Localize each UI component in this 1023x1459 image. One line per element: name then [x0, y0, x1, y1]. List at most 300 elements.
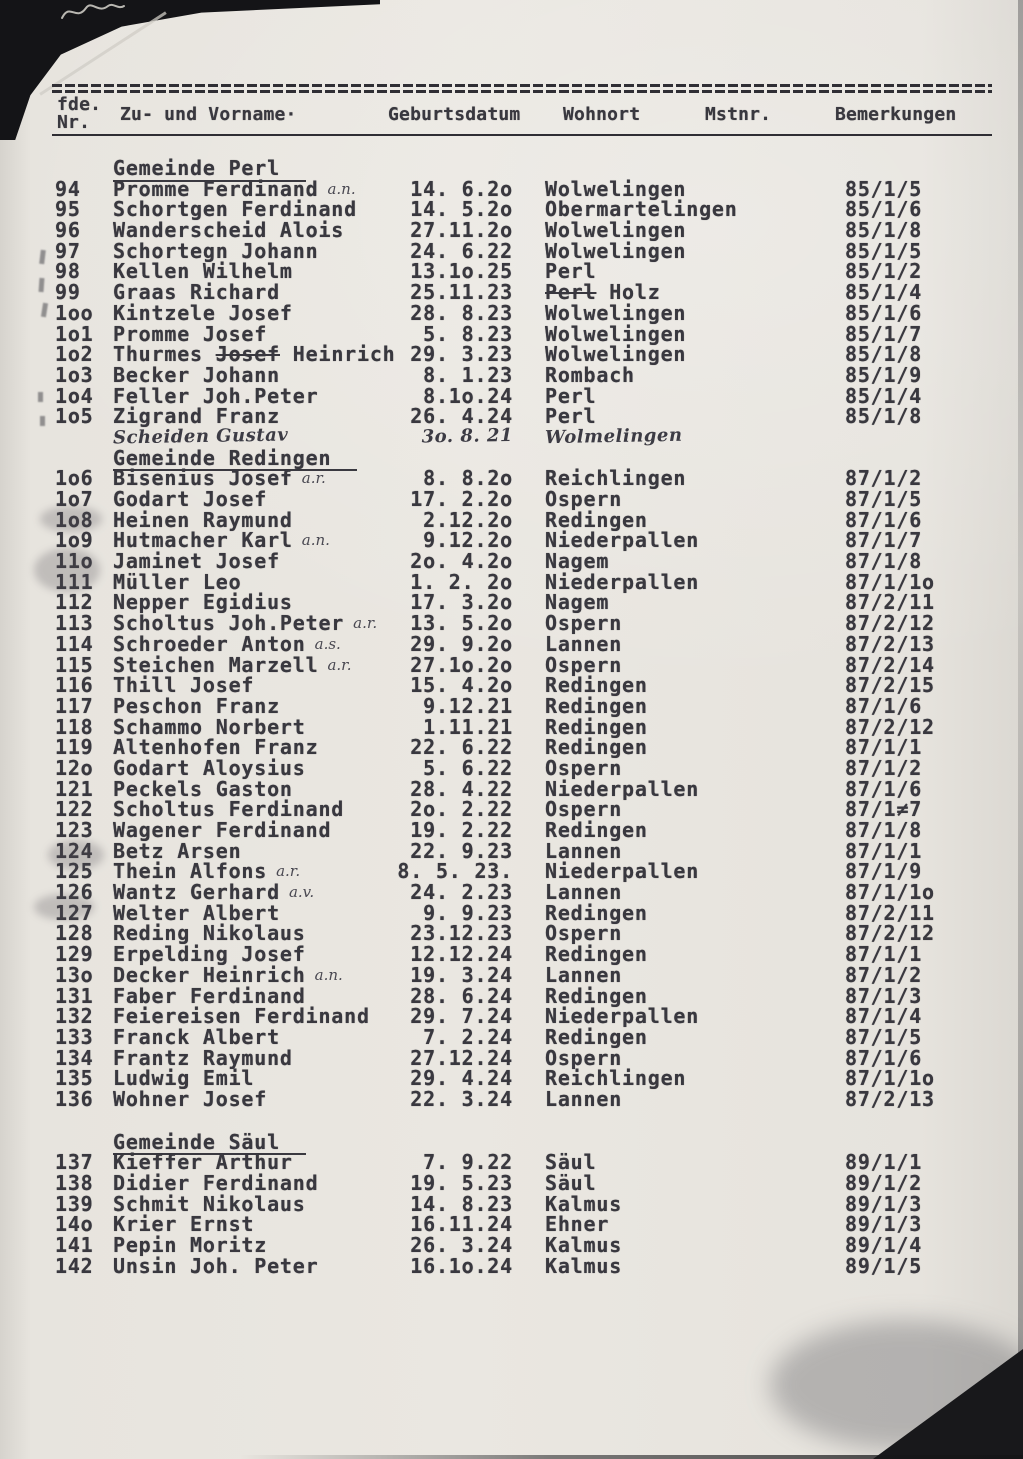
row-mstnr: 87/1/1o — [845, 569, 935, 594]
row-birthdate: 2o. 4.2o — [410, 549, 513, 574]
row-residence — [545, 176, 687, 201]
row-mstnr: 87/1/1 — [845, 942, 923, 967]
row-name — [113, 714, 306, 739]
table-row — [0, 799, 1023, 820]
row-residence — [545, 944, 648, 965]
row-name — [113, 693, 280, 718]
row-number: 112 — [55, 590, 94, 615]
row-number: 139 — [55, 1191, 94, 1216]
row-residence — [545, 923, 622, 944]
row-number: 123 — [55, 818, 94, 842]
text: Redingen — [545, 714, 648, 739]
row-birthdate: 26. 3.24 — [410, 1233, 513, 1258]
row-number: 136 — [55, 1086, 94, 1111]
table-row — [0, 714, 1023, 739]
row-mstnr: 87/1/2 — [845, 466, 923, 491]
table-row — [0, 489, 1023, 510]
row-mstnr: 87/1/5 — [845, 487, 923, 511]
text: Schroeder Anton — [113, 631, 306, 656]
row-residence — [545, 675, 648, 696]
row-birthdate: 29. 9.2o — [410, 631, 513, 656]
text: Kieffer Arthur — [113, 1150, 293, 1175]
row-mstnr: 87/2/14 — [845, 652, 935, 677]
row-number: 1o3 — [55, 362, 94, 387]
text: Thurmes — [113, 342, 216, 367]
row-mstnr: 87/2/12 — [845, 611, 935, 636]
row-number: 114 — [55, 631, 94, 656]
text: Niederpallen — [545, 776, 700, 801]
table-row — [0, 1024, 1023, 1049]
row-mstnr: 85/1/4 — [845, 280, 923, 305]
text: Niederpallen — [545, 1004, 700, 1029]
text: Didier Ferdinand — [113, 1171, 319, 1195]
row-mstnr: 87/2/13 — [845, 631, 935, 656]
text: Lannen — [545, 631, 623, 656]
row-name — [113, 1086, 268, 1111]
text: Lannen — [545, 880, 623, 905]
row-mstnr: 87/1/1 — [845, 838, 923, 863]
table-row — [0, 199, 1023, 220]
row-birthdate: 29. 4.24 — [410, 1066, 513, 1091]
row-name — [113, 1191, 306, 1216]
row-name — [113, 1173, 318, 1194]
row-birthdate: 19. 3.24 — [410, 962, 513, 987]
row-number: 115 — [55, 652, 94, 677]
scan-smudge — [48, 840, 104, 870]
row-birthdate: 17. 3.2o — [410, 590, 513, 615]
row-residence — [545, 1006, 699, 1027]
row-residence — [545, 714, 648, 739]
row-name — [113, 282, 280, 303]
row-mstnr: 87/1/6 — [845, 507, 923, 532]
row-birthdate: 25.11.23 — [410, 280, 513, 305]
row-number: 142 — [55, 1253, 94, 1278]
struck-text: Perl — [545, 280, 597, 305]
section — [0, 1129, 1023, 1278]
text: Betz Arsen — [113, 838, 242, 863]
table-row — [0, 592, 1023, 613]
row-residence — [545, 631, 623, 656]
row-number: 122 — [55, 797, 94, 822]
row-number: 127 — [55, 900, 94, 925]
row-name — [113, 1253, 319, 1278]
table-row — [0, 220, 1023, 241]
text: Peschon Franz — [113, 693, 280, 718]
text: Wanderscheid Alois — [113, 218, 345, 243]
table-row — [0, 900, 1023, 925]
row-birthdate: 24. 2.23 — [410, 880, 513, 905]
row-residence — [545, 530, 699, 551]
row-residence — [545, 652, 623, 677]
section-title-row — [0, 445, 1023, 470]
row-number: 117 — [55, 693, 94, 718]
row-residence — [545, 569, 700, 594]
row-birthdate: 9.12.2o — [423, 528, 513, 553]
row-birthdate: 28. 6.24 — [410, 983, 513, 1008]
row-residence — [545, 489, 622, 510]
row-residence — [545, 1253, 623, 1278]
table-row — [0, 1068, 1023, 1089]
text: Thein Alfons — [113, 859, 268, 884]
row-mstnr: 87/1/6 — [845, 693, 923, 718]
text: Redingen — [545, 735, 648, 760]
table-row — [0, 300, 1023, 325]
table-row — [0, 261, 1023, 282]
row-number: 134 — [55, 1045, 94, 1070]
row-name — [113, 1068, 254, 1089]
handwritten-row — [0, 424, 1023, 449]
text: Wolwelingen — [545, 321, 687, 346]
text: Schortegn Johann — [113, 238, 319, 263]
row-number: 126 — [55, 880, 94, 905]
table-row — [0, 569, 1023, 594]
text: Rombach — [545, 362, 635, 387]
text: Altenhofen Franz — [113, 735, 319, 760]
row-name — [113, 737, 318, 758]
text: Lannen — [545, 1086, 623, 1111]
text: Steichen Marzell — [113, 652, 319, 677]
row-birthdate: 19. 2.22 — [410, 818, 513, 842]
row-name — [113, 321, 268, 346]
handwritten-annotation: a.r. — [301, 469, 326, 488]
text: Promme Ferdinand — [113, 176, 319, 201]
text: Niederpallen — [545, 859, 700, 884]
text: Thill Josef — [113, 673, 255, 698]
column-header-birthdate: Geburtsdatum — [388, 104, 521, 125]
row-number: 111 — [55, 569, 94, 594]
column-header-remarks: Bemerkungen — [835, 104, 957, 125]
handwritten-annotation: a.s. — [314, 634, 341, 653]
row-birthdate: 2.12.2o — [423, 507, 513, 532]
text: Scholtus Ferdinand — [113, 797, 345, 822]
table-row — [0, 962, 1023, 987]
text: Wagener Ferdinand — [113, 818, 332, 842]
row-number: 97 — [55, 238, 81, 263]
row-residence — [545, 507, 648, 532]
text: Redingen — [545, 693, 648, 718]
row-mstnr: 87/1/1o — [845, 880, 935, 905]
row-residence — [545, 300, 687, 325]
row-residence — [545, 321, 687, 346]
text: Kalmus — [545, 1233, 623, 1258]
row-mstnr: 87/1/2 — [845, 755, 923, 780]
row-name — [113, 300, 293, 325]
row-name — [113, 820, 331, 841]
row-number: 133 — [55, 1024, 94, 1049]
text: Niederpallen — [545, 528, 700, 553]
row-number: 124 — [55, 838, 94, 863]
row-residence — [545, 799, 622, 820]
row-birthdate: 23.12.23 — [410, 921, 513, 946]
section-title-row — [0, 1129, 1023, 1154]
row-residence — [545, 613, 622, 634]
row-residence — [545, 838, 623, 863]
row-birthdate: 13. 5.2o — [410, 611, 513, 636]
table-row — [0, 551, 1023, 572]
text: Peckels Gaston — [113, 776, 293, 801]
row-number: 121 — [55, 776, 94, 801]
row-name — [113, 507, 293, 532]
row-residence — [545, 1068, 686, 1089]
text: Perl — [545, 404, 597, 429]
row-name — [113, 261, 293, 282]
handwritten-annotation: a.n. — [301, 531, 330, 550]
rows-host — [0, 158, 1023, 1276]
text: Redingen — [545, 818, 648, 842]
row-mstnr: 89/1/5 — [845, 1253, 923, 1278]
row-residence — [545, 1235, 622, 1256]
row-number: 138 — [55, 1171, 94, 1195]
row-number: 96 — [55, 218, 81, 243]
row-name — [113, 776, 293, 801]
table-row — [0, 321, 1023, 346]
text: Ospern — [545, 487, 623, 511]
row-birthdate: 14. 8.23 — [410, 1191, 513, 1216]
row-number: 1o4 — [55, 383, 94, 408]
table-row — [0, 838, 1023, 863]
table-row — [0, 652, 1023, 677]
row-birthdate: 14. 5.2o — [410, 197, 513, 222]
table-row — [0, 1006, 1023, 1027]
text: Bisenius Josef — [113, 466, 293, 491]
row-residence — [545, 1173, 596, 1194]
table-row — [0, 1214, 1023, 1235]
row-birthdate: 12.12.24 — [410, 942, 513, 967]
row-number: 113 — [55, 611, 94, 636]
row-name — [113, 1006, 370, 1027]
text: Ospern — [545, 921, 623, 946]
text: Säul — [545, 1171, 597, 1195]
text: Kellen Wilhelm — [113, 259, 293, 284]
row-number: 11o — [55, 549, 94, 574]
table-row — [0, 362, 1023, 387]
row-mstnr: 89/1/3 — [845, 1191, 923, 1216]
row-mstnr: 85/1/4 — [845, 383, 923, 408]
row-residence — [545, 962, 623, 987]
row-birthdate: 17. 2.2o — [410, 487, 513, 511]
text: Lannen — [545, 962, 623, 987]
scan-smudge — [40, 506, 102, 532]
scan-smudge — [34, 548, 100, 592]
row-number: 131 — [55, 983, 94, 1008]
row-number: 13o — [55, 962, 94, 987]
row-number: 98 — [55, 259, 81, 284]
margin-mark — [38, 392, 43, 402]
text: Müller Leo — [113, 569, 242, 594]
row-birthdate: 22. 9.23 — [410, 838, 513, 863]
row-mstnr: 87/2/15 — [845, 673, 935, 698]
section-title: Gemeinde Perl — [113, 158, 306, 182]
row-name — [113, 1152, 293, 1173]
row-residence — [545, 983, 648, 1008]
row-birthdate: 15. 4.2o — [410, 673, 513, 698]
row-name — [113, 983, 306, 1008]
text: Zigrand Franz — [113, 404, 280, 429]
table-row — [0, 944, 1023, 965]
text: Schmit Nikolaus — [113, 1191, 306, 1216]
column-header-name: Zu- und Vorname· — [120, 104, 297, 125]
table-row — [0, 383, 1023, 408]
row-number: 99 — [55, 280, 81, 305]
row-mstnr: 85/1/8 — [845, 342, 923, 367]
table-row — [0, 468, 1023, 489]
table-row — [0, 983, 1023, 1008]
row-residence — [545, 1214, 609, 1235]
margin-mark — [40, 416, 45, 426]
text: Wolmelingen — [544, 424, 683, 449]
row-mstnr: 87/1/1 — [845, 735, 923, 760]
row-birthdate: 3o. 8. 21 — [421, 424, 514, 448]
row-mstnr: 89/1/3 — [845, 1212, 923, 1237]
row-name — [113, 199, 357, 220]
row-residence — [545, 861, 699, 882]
row-mstnr: 87/1/2 — [845, 962, 923, 987]
row-name — [113, 1214, 254, 1235]
row-residence — [545, 551, 609, 572]
text: Krier Ernst — [113, 1212, 255, 1237]
row-residence — [545, 426, 683, 449]
row-residence — [545, 900, 648, 925]
row-birthdate: 7. 2.24 — [423, 1024, 513, 1049]
row-mstnr: 87/1/6 — [845, 776, 923, 801]
text: Schortgen Ferdinand — [113, 197, 357, 222]
text: Promme Josef — [113, 321, 268, 346]
text: Redingen — [545, 673, 648, 698]
table-row — [0, 613, 1023, 634]
double-dashed-divider — [52, 84, 992, 93]
text: Franck Albert — [113, 1024, 280, 1049]
row-residence — [545, 755, 623, 780]
text: Nepper Egidius — [113, 590, 293, 615]
row-name — [113, 362, 280, 387]
column-header-nr-line2: Nr. — [57, 112, 91, 133]
text: Heinen Raymund — [113, 507, 293, 532]
row-mstnr: 87/2/13 — [845, 1086, 935, 1111]
row-name — [113, 406, 280, 427]
handwritten-annotation: a.r. — [276, 862, 301, 881]
handwritten-annotation: a.r. — [353, 614, 378, 633]
table-row — [0, 1235, 1023, 1256]
row-birthdate: 24. 6.22 — [410, 238, 513, 263]
text: Redingen — [545, 942, 648, 967]
text: Ehner — [545, 1212, 610, 1237]
table-row — [0, 1152, 1023, 1173]
row-name — [113, 675, 254, 696]
text: Decker Heinrich — [113, 962, 306, 987]
row-name — [113, 551, 280, 572]
row-residence — [545, 344, 686, 365]
table-row — [0, 861, 1023, 882]
row-number: 135 — [55, 1066, 94, 1091]
row-mstnr: 87/2/11 — [845, 900, 935, 925]
table-row — [0, 693, 1023, 718]
text: Faber Ferdinand — [113, 983, 306, 1008]
text: Erpelding Josef — [113, 942, 306, 967]
table-row — [0, 631, 1023, 656]
table-row — [0, 675, 1023, 696]
row-mstnr: 87/1/7 — [845, 528, 923, 553]
row-residence — [545, 383, 597, 408]
row-birthdate: 8.1o.24 — [423, 383, 513, 408]
row-birthdate: 27.11.2o — [410, 218, 513, 243]
row-birthdate: 16.11.24 — [410, 1212, 513, 1237]
text: Nagem — [545, 590, 610, 615]
header-rule — [52, 134, 992, 136]
row-residence — [545, 820, 648, 841]
row-birthdate: 28. 4.22 — [410, 776, 513, 801]
row-mstnr: 85/1/2 — [845, 259, 923, 284]
text: Wolwelingen — [545, 300, 687, 325]
column-header-nr-line1: fde. — [57, 94, 102, 115]
text: Kintzele Josef — [113, 300, 293, 325]
text: Ospern — [545, 611, 623, 636]
row-number: 14o — [55, 1212, 94, 1237]
row-number: 1o7 — [55, 487, 94, 511]
text: Wolwelingen — [545, 218, 687, 243]
row-number: 119 — [55, 735, 94, 760]
row-residence — [545, 261, 596, 282]
text: Schammo Norbert — [113, 714, 306, 739]
table-row — [0, 1253, 1023, 1278]
row-mstnr: 85/1/5 — [845, 238, 923, 263]
row-residence — [545, 468, 686, 489]
row-mstnr: 87/1/1o — [845, 1066, 935, 1091]
text: Feiereisen Ferdinand — [113, 1004, 370, 1029]
section-title-row — [0, 158, 1023, 179]
table-row — [0, 923, 1023, 944]
text: Niederpallen — [545, 569, 700, 594]
row-number: 1o2 — [55, 342, 94, 367]
row-birthdate: 1.11.21 — [423, 714, 513, 739]
row-birthdate: 8. 1.23 — [423, 362, 513, 387]
row-birthdate: 22. 6.22 — [410, 735, 513, 760]
row-birthdate: 2o. 2.22 — [410, 797, 513, 822]
row-birthdate: 13.1o.25 — [410, 259, 513, 284]
text: Wantz Gerhard — [113, 880, 280, 905]
row-name — [113, 383, 319, 408]
text: Hutmacher Karl — [113, 528, 293, 553]
row-birthdate: 16.1o.24 — [410, 1253, 513, 1278]
row-mstnr: 85/1/6 — [845, 197, 923, 222]
text: Scholtus Joh.Peter — [113, 611, 345, 636]
row-residence — [545, 220, 686, 241]
row-mstnr: 87/1/9 — [845, 859, 923, 884]
text: Heinrich — [279, 342, 396, 367]
row-number: 129 — [55, 942, 94, 967]
row-name — [113, 1235, 267, 1256]
handwritten-annotation: a.v. — [288, 883, 315, 902]
row-name — [113, 1045, 293, 1070]
text: Redingen — [545, 900, 648, 925]
row-mstnr: 85/1/8 — [845, 404, 923, 429]
row-birthdate: 5. 6.22 — [423, 755, 513, 780]
handwritten-annotation: a.n. — [327, 179, 356, 198]
table-row — [0, 282, 1023, 303]
row-residence — [545, 1152, 596, 1173]
text: Jaminet Josef — [113, 549, 280, 574]
row-birthdate: 29. 7.24 — [410, 1004, 513, 1029]
row-mstnr: 87/1≠7 — [845, 797, 923, 822]
row-name — [113, 489, 267, 510]
text: Ospern — [545, 797, 623, 822]
row-residence — [545, 1191, 623, 1216]
text: Kalmus — [545, 1253, 623, 1278]
row-mstnr: 85/1/5 — [845, 176, 923, 201]
row-number: 12o — [55, 755, 94, 780]
text: Holz — [596, 280, 661, 305]
row-name — [113, 838, 242, 863]
row-residence — [545, 1045, 623, 1070]
